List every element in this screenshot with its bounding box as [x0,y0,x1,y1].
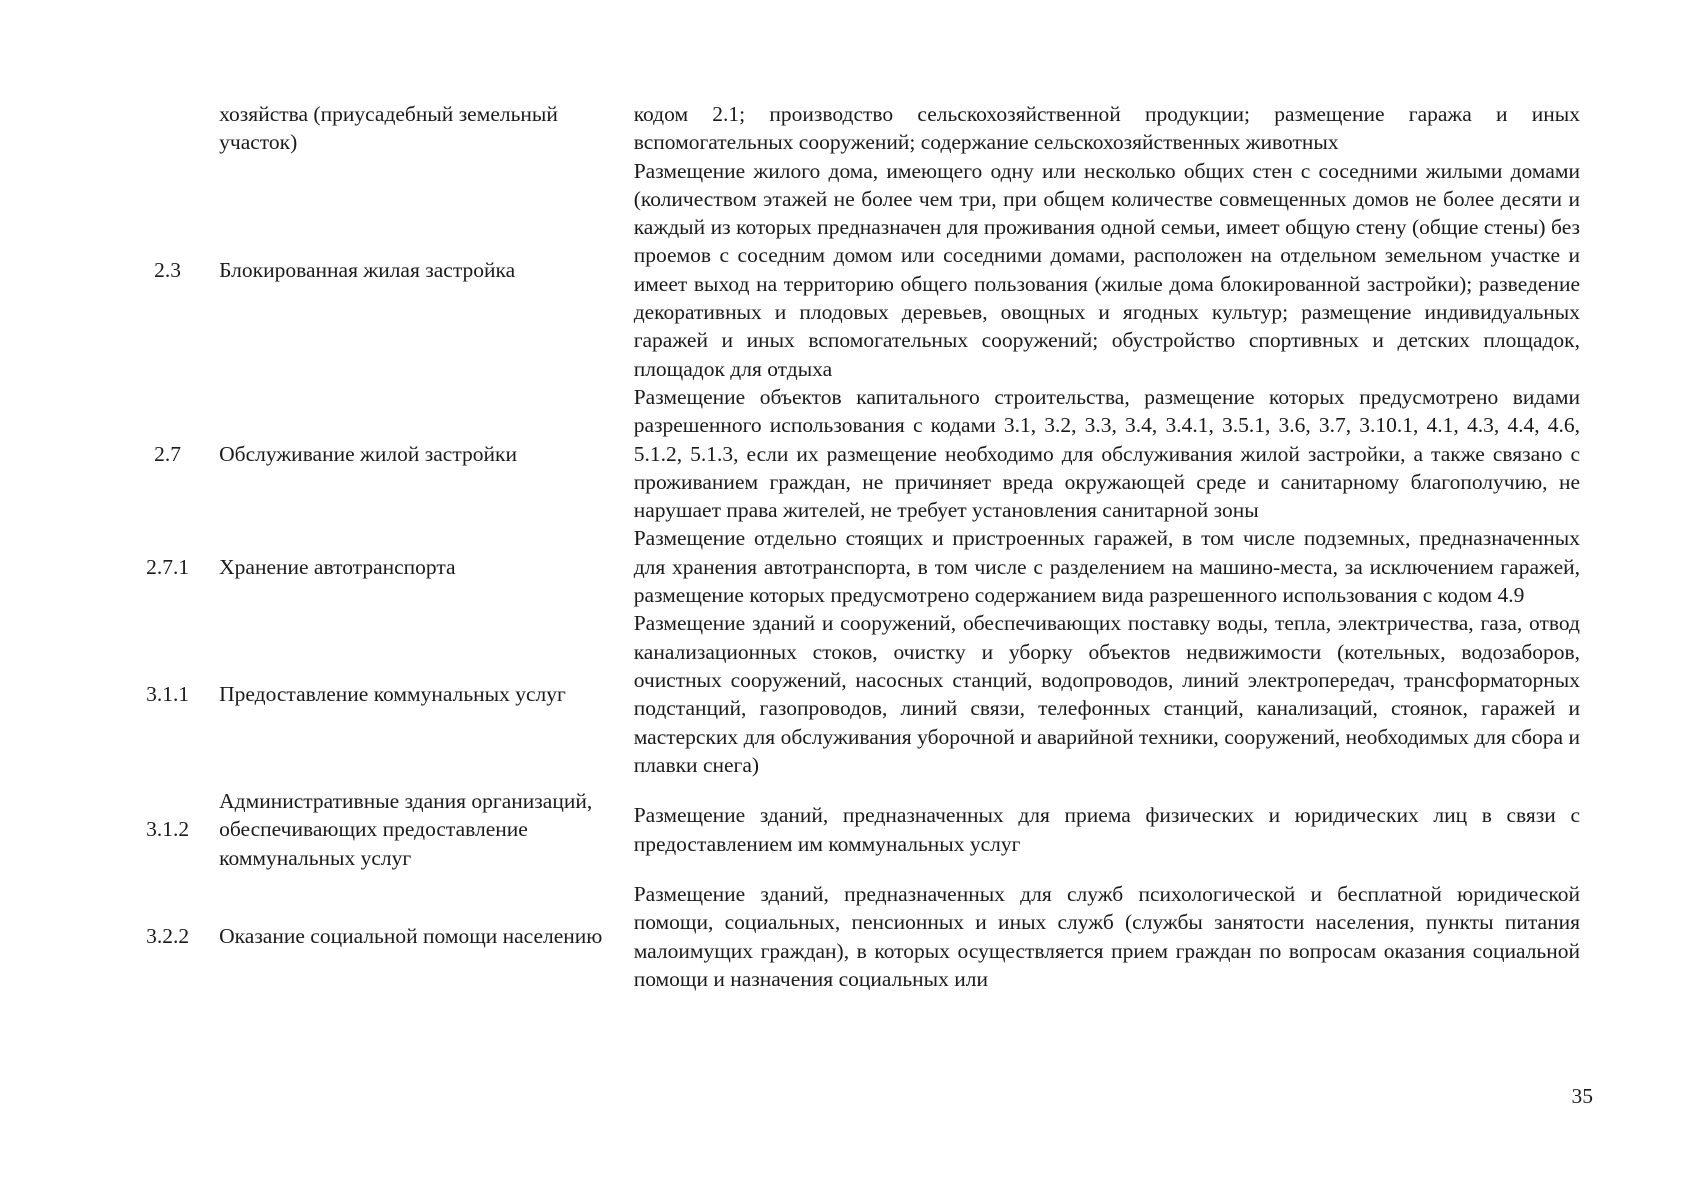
row-name: Предоставление коммунальных услуг [219,682,566,707]
row-description: Размещение зданий и сооружений, обеспечивающих поставку воды, тепла, электричества, газа, отвод канализационных стоков, очистку и уборку объектов недвижимости (котельных, водозаборов, очистных сооружений, насосных станций, водопроводов, линий электропередач, трансформаторных подстанций, газопроводов, линий связи, телефонных станций, канализаций, стоянок, гаражей и мастерских для обслуживания уборочной и аварийной техники, сооружений, необходимых для сбора и плавки снега) [633,611,1580,777]
row-description: Размещение жилого дома, имеющего одну или несколько общих стен с соседними жилыми домами (количеством этажей не более чем три, при общем количестве совмещенных домов не более десяти и каждый из которых предназначен для проживания одной семьи, имеет общую стену (общие стены) без проемов с соседним домом или соседними домами, расположен на отдельном земельном участке и имеет выход на территорию общего пользования (жилые дома блокированной застройки); разведение декоративных и плодовых деревьев, овощных и ягодных культур; размещение индивидуальных гаражей и иных вспомогательных сооружений; обустройство спортивных и детских площадок, площадок для отдыха [633,158,1580,381]
table-row [120,609,1580,779]
row-spacer [120,779,1580,787]
land-use-table [120,100,1580,993]
row-code: 3.2.2 [146,924,190,949]
row-code: 2.7.1 [146,554,190,579]
row-code: 3.1.1 [146,682,190,707]
row-description: Размещение зданий, предназначенных для служб психологической и бесплатной юридической помощи, социальных, пенсионных и иных служб (службы занятости населения, пункты питания малоимущих граждан), в которых осуществляется прием граждан по вопросам оказания социальной помощи и назначения социальных или [633,882,1580,991]
row-description: кодом 2.1; производство сельскохозяйственной продукции; размещение гаража и иных вспомогательных сооружений; содержание сельскохозяйственных животных [633,102,1580,155]
row-code [120,100,215,157]
row-name: Обслуживание жилой застройки [219,441,517,466]
row-description: Размещение отдельно стоящих и пристроенных гаражей, в том числе подземных, предназначенных для хранения автотранспорта, в том числе с разделением на машино-места, за исключением гаражей, размещение которых предусмотрено содержанием вида разрешенного использования с кодом 4.9 [633,526,1580,608]
row-code: 2.7 [154,441,181,466]
row-code: 3.1.2 [146,817,190,842]
row-description: Размещение зданий, предназначенных для приема физических и юридических лиц в связи с предоставлением им коммунальных услуг [633,803,1580,856]
row-code: 2.3 [154,257,181,282]
row-name: Блокированная жилая застройка [219,257,516,282]
table-row [120,383,1580,524]
row-name: Оказание социальной помощи населению [219,924,603,949]
row-name: Хранение автотранспорта [219,554,456,579]
row-name: хозяйства (приусадебный земельный участок) [219,102,558,155]
page-number: 35 [1571,1084,1593,1108]
table-row [120,880,1580,993]
table-row [120,787,1580,872]
row-spacer [120,872,1580,880]
row-name: Административные здания организаций, обеспечивающих предоставление коммунальных услуг [219,789,593,870]
row-description: Размещение объектов капитального строительства, размещение которых предусмотрено видами разрешенного использования с кодами 3.1, 3.2, 3.3, 3.4, 3.4.1, 3.5.1, 3.6, 3.7, 3.10.1, 4.1, 4.3, 4.4, 4.6, 5.1.2, 5.1.3, если их размещение необходимо для обслуживания жилой застройки, а также связано с проживанием граждан, не причиняет вреда окружающей среде и санитарному благополучию, не нарушает права жителей, не требует установления санитарной зоны [633,384,1580,523]
table-row [120,100,1580,157]
table-row [120,524,1580,609]
table-row [120,157,1580,383]
